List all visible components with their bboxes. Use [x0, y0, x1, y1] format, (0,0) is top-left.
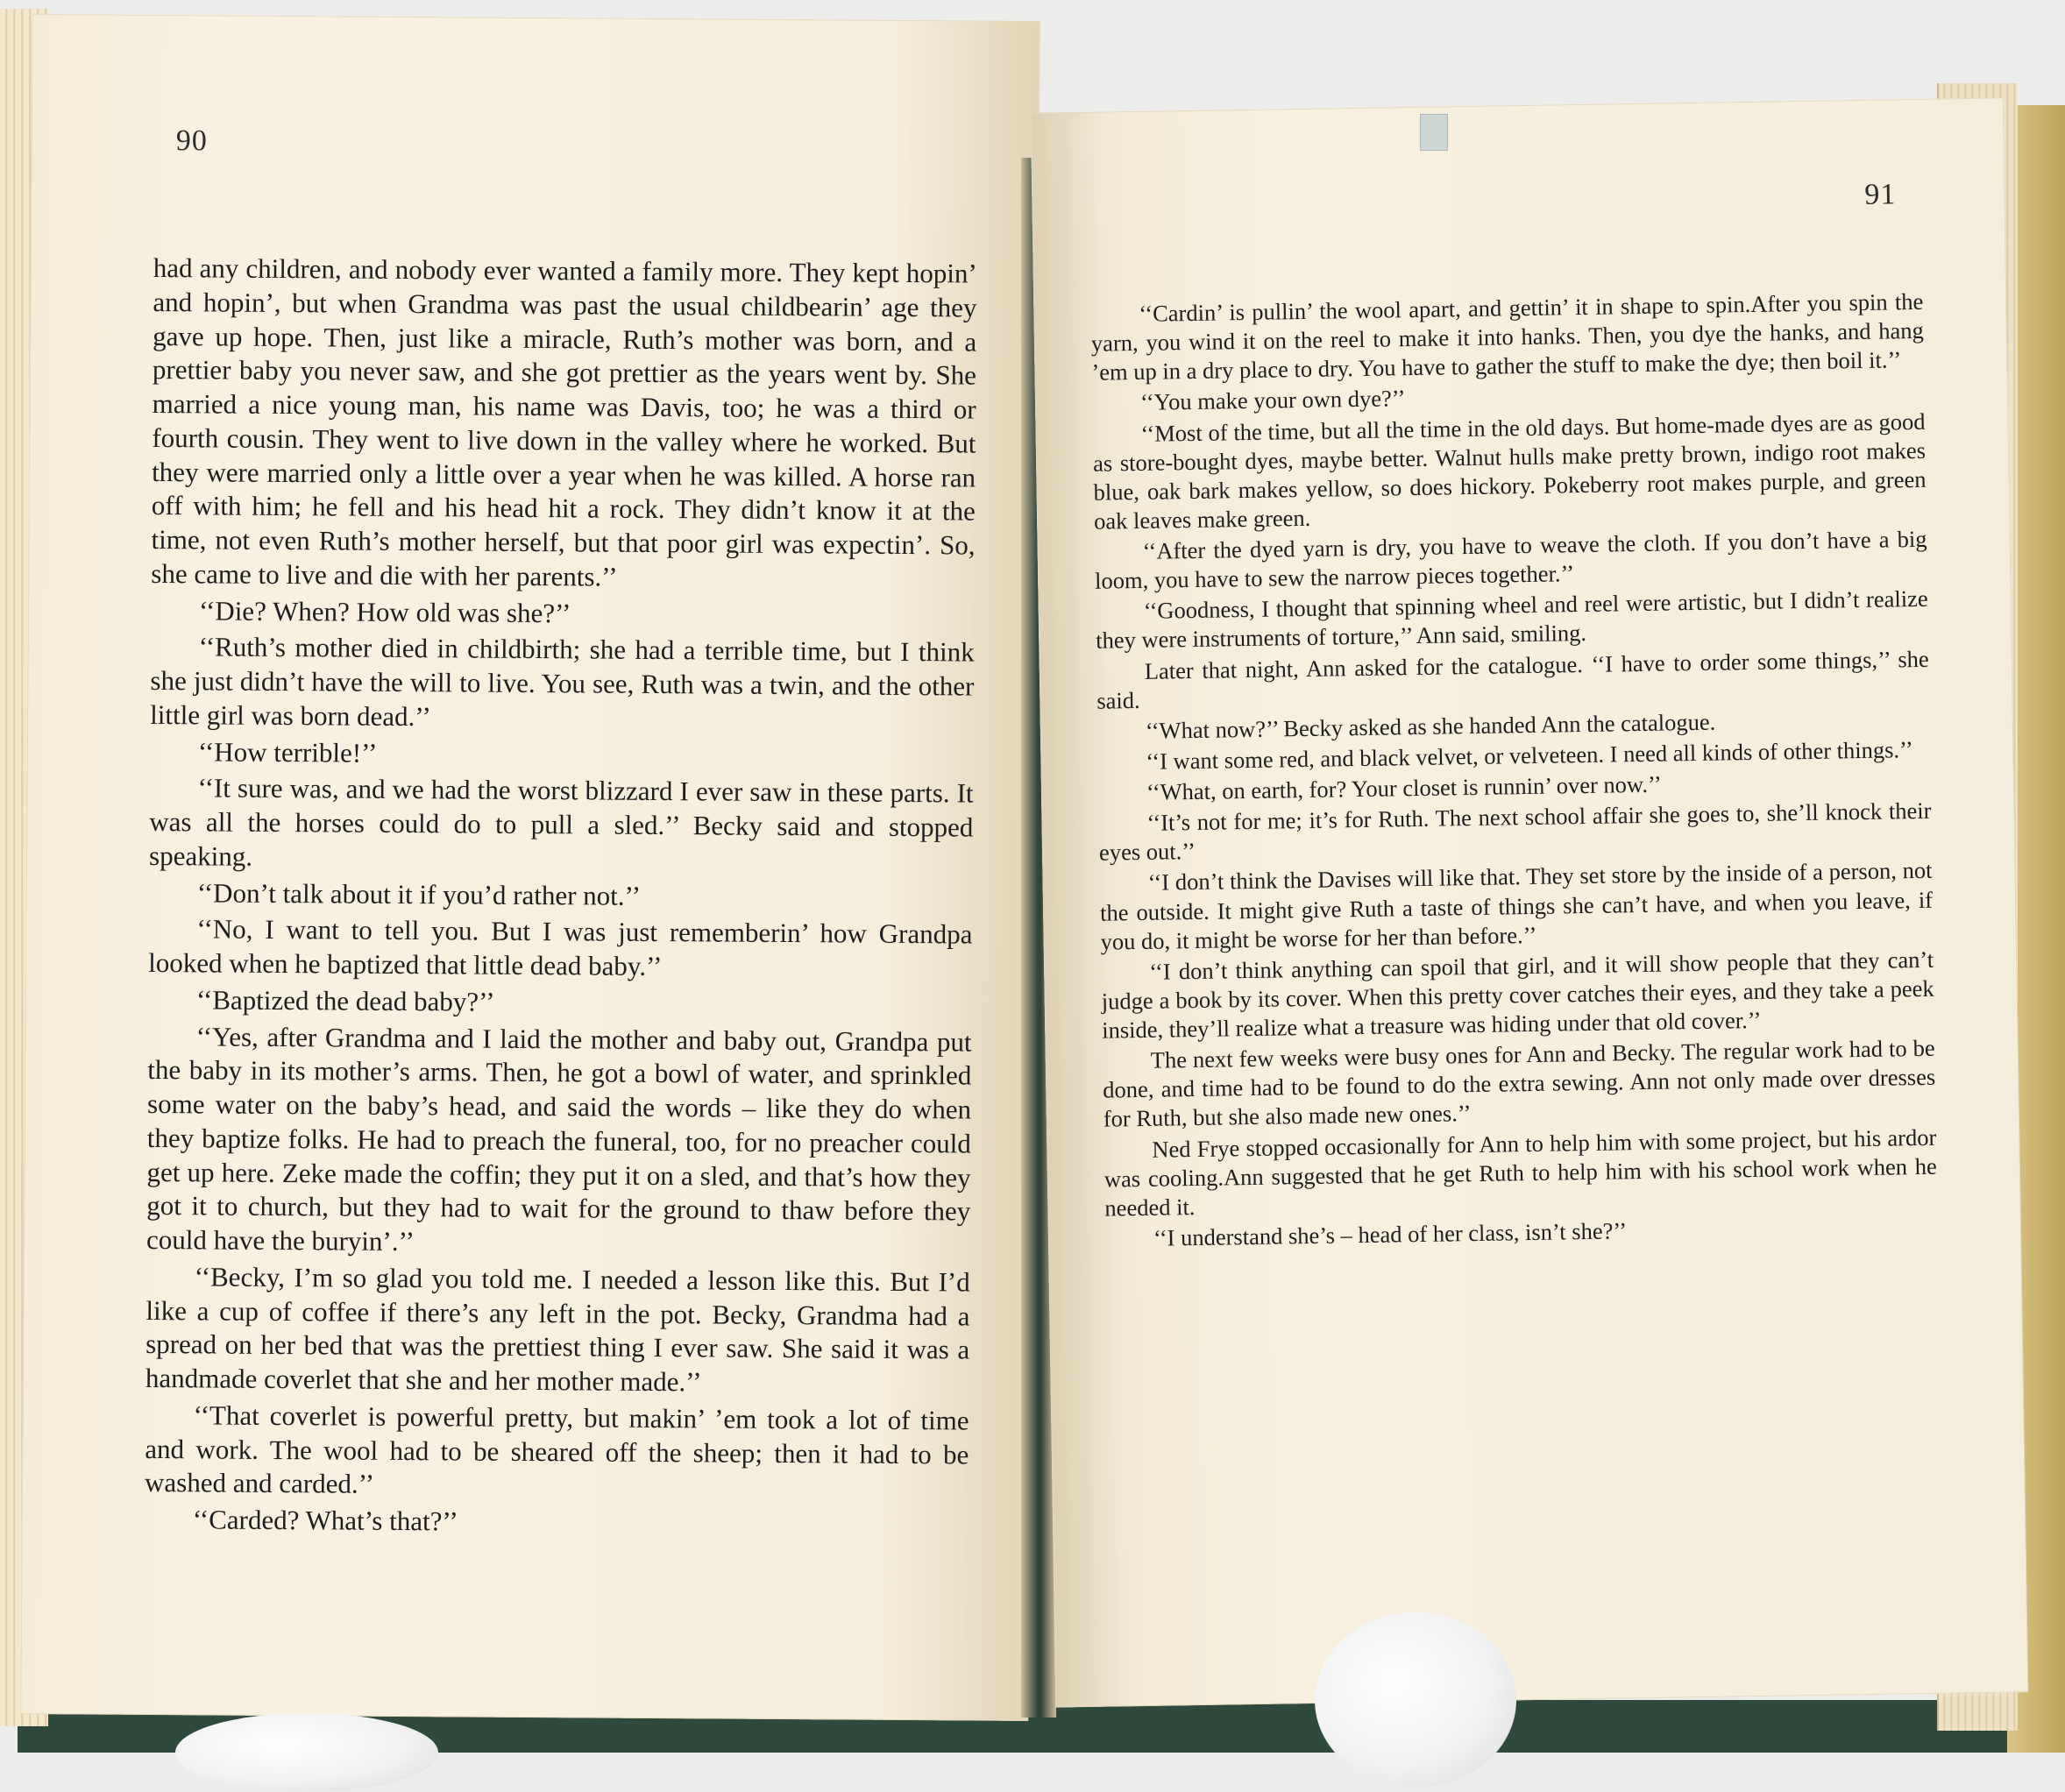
- paragraph: ‘‘Die? When? How old was she?’’: [198, 594, 571, 628]
- paragraph: Later that night, Ann asked for the catalogue. ‘‘I have to order some things,’’ she said.: [1096, 645, 1929, 714]
- paragraph: ‘‘Cardin’ is pullin’ the wool apart, and gettin’ it in shape to spin.After you spin the yarn, you wind it on the reel to make it into hanks. Then, you dye the hanks, and hang ’em up in a dry place to dry. You have to gather the stuff to make the dye; then boil it.’’: [1090, 287, 1925, 386]
- paragraph: ‘‘I want some red, and black velvet, or velveteen. I need all kinds of other things.’’: [1146, 735, 1913, 775]
- paragraph: ‘‘How terrible!’’: [197, 735, 378, 769]
- paragraph: ‘‘Ruth’s mother died in childbirth; she had a terrible time, but I think she just didn’t have the will to live. You see, Ruth was a twin, and the other little girl was born dead.’’: [150, 631, 975, 732]
- paragraph: ‘‘Carded? What’s that?’’: [192, 1504, 458, 1537]
- paragraph: ‘‘Most of the time, but all the time in the old days. But home-made dyes are as good as store-bought dyes, maybe better. Walnut hulls make pretty brown, indigo root makes blue, oak bark makes yellow, so does hickory. Pokeberry root makes purple, and green oak leaves make green.: [1092, 407, 1927, 535]
- paragraph: had any children, and nobody ever wanted a family more. They kept hopin’ and hopin’, but when Grandma was past the usual childbearin’ age they gave up hope. Then, just like a miracle, Ruth’s mother was born, and a prettier baby you never saw, and she got prettier as the years went by. She married a nice young man, his name was Davis, too; he was a third or fourth cousin. They went to live down in the valley where he worked. But they were married only a little over a year when he was killed. A horse ran off with him; he fell and his head hit a rock. They didn’t know it at the time, not even Ruth’s mother herself, but that poor girl was expectin’. So, she came to live and die with her parents.’’: [151, 251, 977, 592]
- paragraph: ‘‘Becky, I’m so glad you told me. I needed a lesson like this. But I’d like a cup of coffee if there’s any left in the pot. Becky, Grandma had a spread on her bed that was the prettiest thing I ever saw. She said it was a handmade coverlet that she and her mother made.’’: [145, 1261, 970, 1398]
- paragraph: ‘‘Yes, after Grandma and I laid the mother and baby out, Grandpa put the baby in its mother’s arms. Then, he got a bowl of water, and sprinkled some water on the baby’s head, and said the words – like they do when they baptize folks. He had to preach the funeral, too, for no preacher could get up here. Zeke made the coffin; they put it on a sled, and that’s how they got it to church, but they had to wait for the ground to thaw before they could have the buryin’.’’: [145, 1020, 972, 1257]
- paragraph: ‘‘It’s not for me; it’s for Ruth. The next school affair she goes to, she’ll knock their eyes out.’’: [1098, 797, 1932, 866]
- paragraph: ‘‘After the dyed yarn is dry, you have to weave the cloth. If you don’t have a big loom, you have to sew the narrow pieces together.’’: [1094, 525, 1927, 594]
- left-page: [20, 14, 1040, 1721]
- paragraph: ‘‘That coverlet is powerful pretty, but makin’ ’em took a lot of time and work. The wool had to be sheared off the sheep; then it had to be washed and carded.’’: [144, 1399, 969, 1500]
- paragraph: ‘‘I don’t think anything can spoil that girl, and it will show people that they can’t judge a book by its cover. When this pretty cover catches their eyes, and they take a peek inside, they’ll realize what a treasure was hiding under that old cover.’’: [1101, 946, 1934, 1044]
- paragraph: ‘‘Baptized the dead baby?’’: [195, 984, 495, 1017]
- gloved-thumb: [1315, 1612, 1516, 1788]
- left-page-text: [145, 251, 977, 1545]
- page-number-left: 90: [175, 124, 208, 158]
- paragraph: ‘‘What, on earth, for? Your closet is runnin’ over now.’’: [1146, 770, 1662, 805]
- paragraph: The next few weeks were busy ones for Ann and Becky. The regular work had to be done, and time had to be found to do the extra sewing. Ann not only made over dresses for Ruth, but she also made new ones.’’: [1103, 1034, 1936, 1133]
- paragraph: ‘‘You make your own dye?’’: [1139, 385, 1406, 416]
- page-number-right: 91: [1864, 178, 1897, 211]
- paragraph: ‘‘No, I want to tell you. But I was just rememberin’ how Grandpa looked when he baptized that little dead baby.’’: [148, 913, 973, 982]
- bookmark-tab: [1420, 114, 1448, 151]
- paragraph: ‘‘I don’t think the Davises will like that. They set store by the inside of a person, not the outside. It might give Ruth a taste of things she can’t have, and when you leave, if you do, it might be worse for her than before.’’: [1099, 857, 1934, 955]
- right-page-text: [1090, 287, 1938, 1256]
- paragraph: ‘‘Goodness, I thought that spinning wheel and reel were artistic, but I didn’t realize they were instruments of torture,’’ Ann said, smiling.: [1096, 585, 1928, 655]
- paragraph: Ned Frye stopped occasionally for Ann to help him with some project, but his ardor was cooling.Ann suggested that he get Ruth to help him with his school work when he needed it.: [1103, 1123, 1938, 1222]
- right-page: [1031, 97, 2028, 1707]
- gloved-finger: [175, 1713, 438, 1792]
- paragraph: ‘‘Don’t talk about it if you’d rather not.’’: [196, 876, 642, 911]
- paragraph: ‘‘What now?’’ Becky asked as she handed Ann the catalogue.: [1145, 708, 1716, 744]
- paragraph: ‘‘I understand she’s – head of her class, isn’t she?’’: [1153, 1217, 1628, 1251]
- paragraph: ‘‘It sure was, and we had the worst blizzard I ever saw in these parts. It was all the horses could do to pull a sled.’’ Becky said and stopped speaking.: [148, 772, 974, 872]
